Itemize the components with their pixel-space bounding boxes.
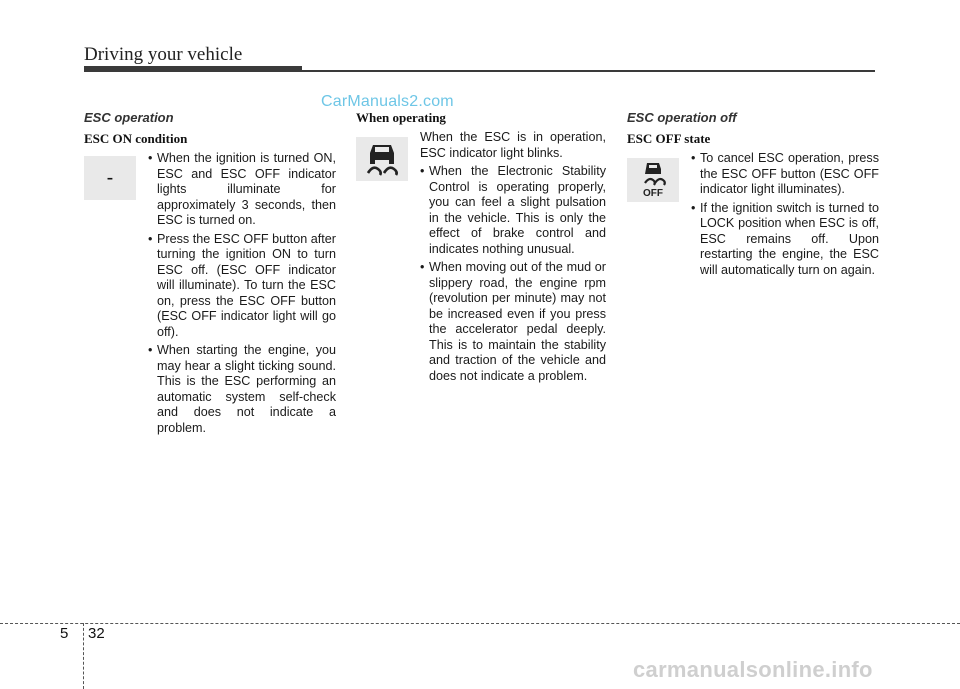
column-when-operating xyxy=(356,110,606,387)
page-header-title: Driving your vehicle xyxy=(84,44,243,65)
esc-indicator-icon xyxy=(356,137,408,181)
list-item: • When moving out of the mud or slippery road, the engine rpm (revolution per minute) may not be increased even if you press the accelerator pedal deeply. This is to maintain the stability and traction of the vehicle and does not indicate a problem. xyxy=(420,260,606,384)
indicator-placeholder-icon xyxy=(84,156,136,200)
footer-vertical-rule xyxy=(83,623,84,689)
esc-off-indicator-icon xyxy=(627,158,679,202)
sub-title: When operating xyxy=(356,110,446,125)
sub-title: ESC OFF state xyxy=(627,131,711,146)
sub-title: ESC ON condition xyxy=(84,131,188,146)
list-item: • If the ignition switch is turned to LOCK position when ESC is off, ESC remains off. Upon restarting the engine, the ESC will automatically turn on again. xyxy=(691,201,879,279)
watermark-link-top[interactable]: CarManuals2.com xyxy=(321,93,454,110)
off-label: OFF xyxy=(643,188,663,199)
page-number: 32 xyxy=(88,625,105,642)
section-title: ESC operation xyxy=(84,110,174,125)
header-rule-thin xyxy=(302,70,875,72)
footer-dashed-rule xyxy=(0,623,960,624)
section-body xyxy=(627,151,879,278)
placeholder-dash: - xyxy=(106,166,114,189)
section-title: ESC operation off xyxy=(627,110,737,125)
chapter-number: 5 xyxy=(60,625,69,642)
intro-text: When the ESC is in operation, ESC indicator light blinks. xyxy=(420,130,606,160)
list-item: • When the ignition is turned ON, ESC and ESC OFF indicator lights illuminate for approximately 3 seconds, then ESC is turned on. xyxy=(148,151,336,229)
list-item: • When the Electronic Stability Control is operating properly, you can feel a slight pulsation in the vehicle. This is only the effect of brake control and indicates nothing unusual. xyxy=(420,164,606,257)
column-esc-operation xyxy=(84,110,336,439)
column-esc-operation-off xyxy=(627,110,879,281)
list-item: • To cancel ESC operation, press the ESC OFF button (ESC OFF indicator light illuminates). xyxy=(691,151,879,198)
header-rule-thick xyxy=(84,66,302,72)
esc-off-car-skid-icon xyxy=(633,161,673,199)
section-body xyxy=(356,130,606,384)
esc-car-skid-icon xyxy=(362,141,402,177)
list-item: • When starting the engine, you may hear a slight ticking sound. This is the ESC performing an automatic system self-check and does not indicate a problem. xyxy=(148,343,336,436)
list-item: • Press the ESC OFF button after turning the ignition ON to turn ESC off. (ESC OFF indicator will illuminate). To turn the ESC on, press the ESC OFF button (ESC OFF indicator light will go off). xyxy=(148,232,336,341)
section-body xyxy=(84,151,336,436)
watermark-link-bottom[interactable]: carmanualsonline.info xyxy=(633,657,873,682)
